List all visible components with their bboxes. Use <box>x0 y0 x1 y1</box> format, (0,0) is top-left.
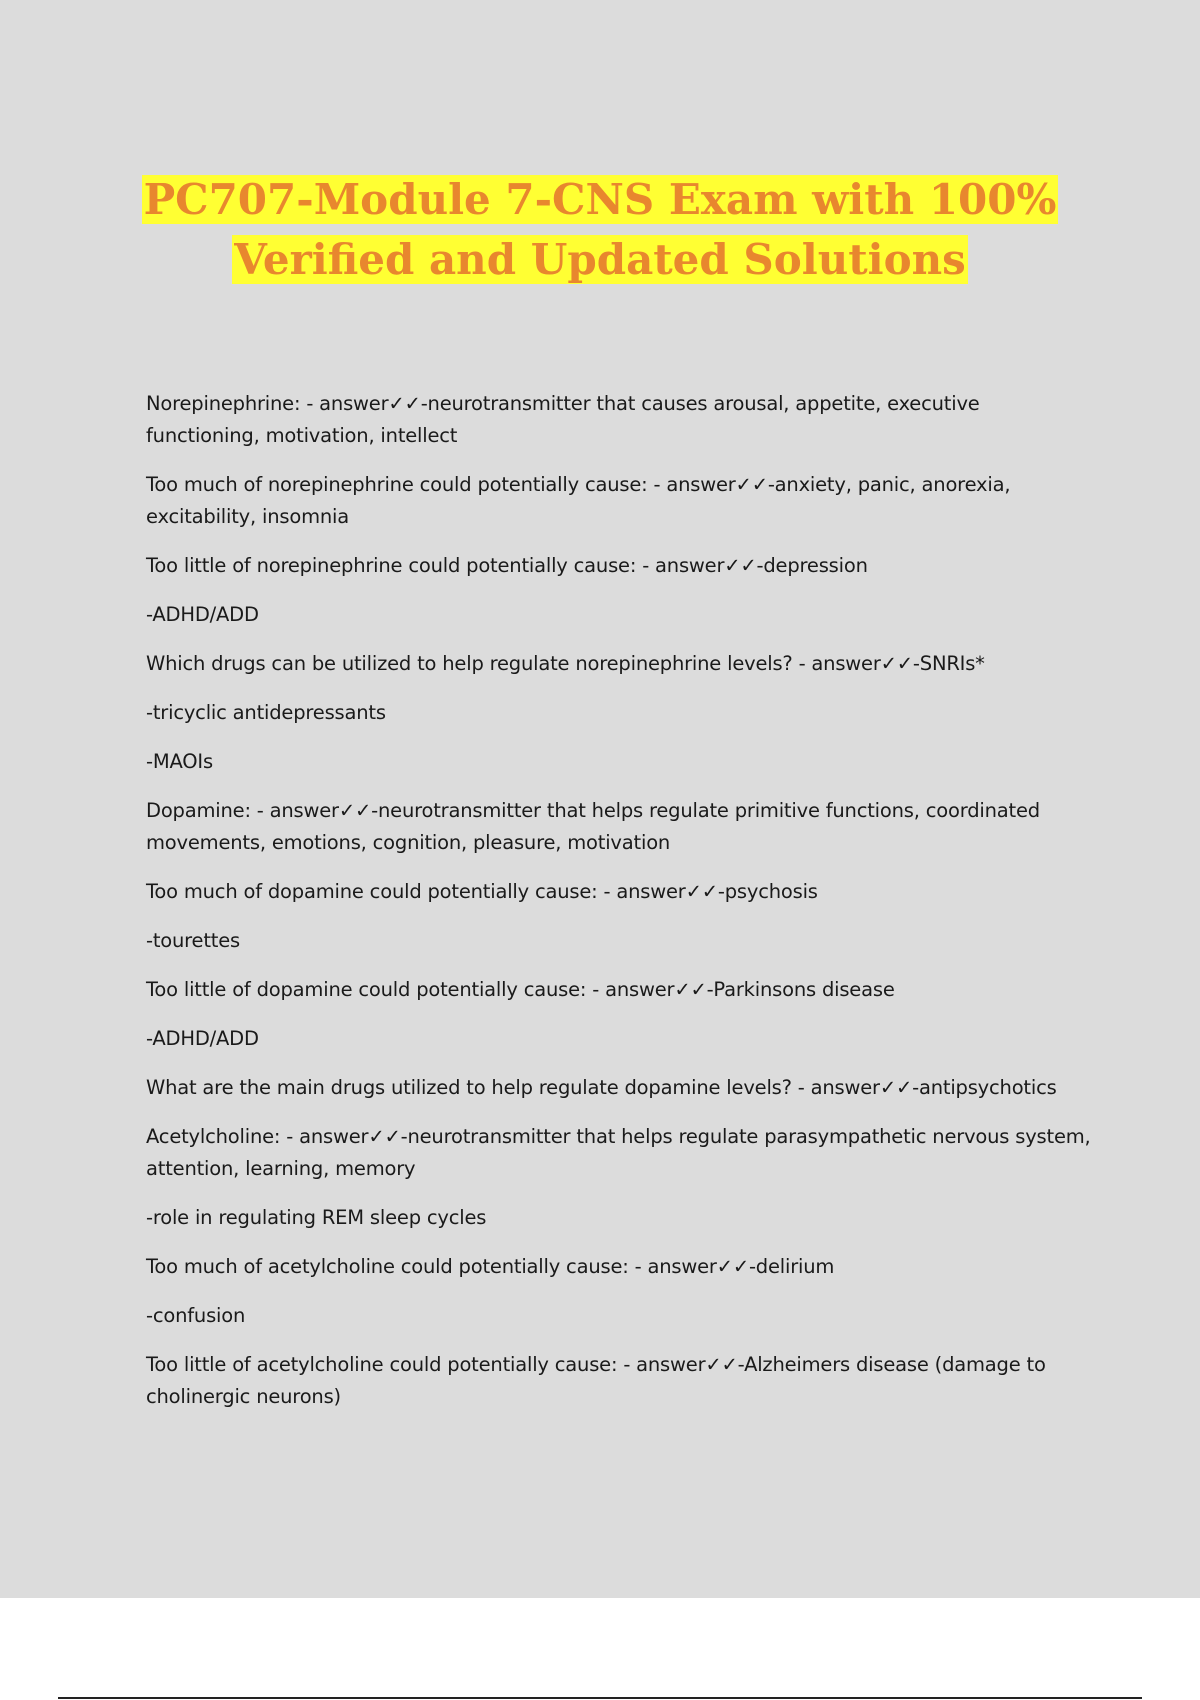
paragraph: -confusion <box>146 1304 246 1327</box>
paragraph: -MAOIs <box>146 750 213 773</box>
footer-divider <box>58 1697 1142 1699</box>
paragraph: Which drugs can be utilized to help regulate norepinephrine levels? - answer✓✓-SNRIs* <box>146 652 985 675</box>
paragraph: Too much of acetylcholine could potentially cause: - answer✓✓-delirium <box>146 1255 835 1278</box>
paragraph: -role in regulating REM sleep cycles <box>146 1206 487 1229</box>
title-line-2: Verified and Updated Solutions <box>234 235 966 284</box>
page-title <box>0 170 1200 290</box>
paragraph: Norepinephrine: - answer✓✓-neurotransmitter that causes arousal, appetite, executive functioning, motivation, intellect <box>146 392 980 447</box>
paragraph: -ADHD/ADD <box>146 1027 259 1050</box>
paragraph: Too little of norepinephrine could potentially cause: - answer✓✓-depression <box>146 554 868 577</box>
paragraph: -tourettes <box>146 929 241 952</box>
paragraph: Too little of dopamine could potentially cause: - answer✓✓-Parkinsons disease <box>146 978 895 1001</box>
document-body <box>146 388 1096 1430</box>
paragraph: Too little of acetylcholine could potentially cause: - answer✓✓-Alzheimers disease (damage to cholinergic neurons) <box>146 1353 1046 1408</box>
title-line-1: PC707-Module 7-CNS Exam with 100% <box>143 175 1057 224</box>
paragraph: What are the main drugs utilized to help regulate dopamine levels? - answer✓✓-antipsychotics <box>146 1076 1057 1099</box>
paragraph: -tricyclic antidepressants <box>146 701 386 724</box>
paragraph: Dopamine: - answer✓✓-neurotransmitter that helps regulate primitive functions, coordinated movements, emotions, cognition, pleasure, motivation <box>146 799 1040 854</box>
paragraph: Too much of norepinephrine could potentially cause: - answer✓✓-anxiety, panic, anorexia, excitability, insomnia <box>146 473 1011 528</box>
paragraph: Acetylcholine: - answer✓✓-neurotransmitter that helps regulate parasympathetic nervous system, attention, learning, memory <box>146 1125 1091 1180</box>
paragraph: -ADHD/ADD <box>146 603 259 626</box>
paragraph: Too much of dopamine could potentially cause: - answer✓✓-psychosis <box>146 880 818 903</box>
